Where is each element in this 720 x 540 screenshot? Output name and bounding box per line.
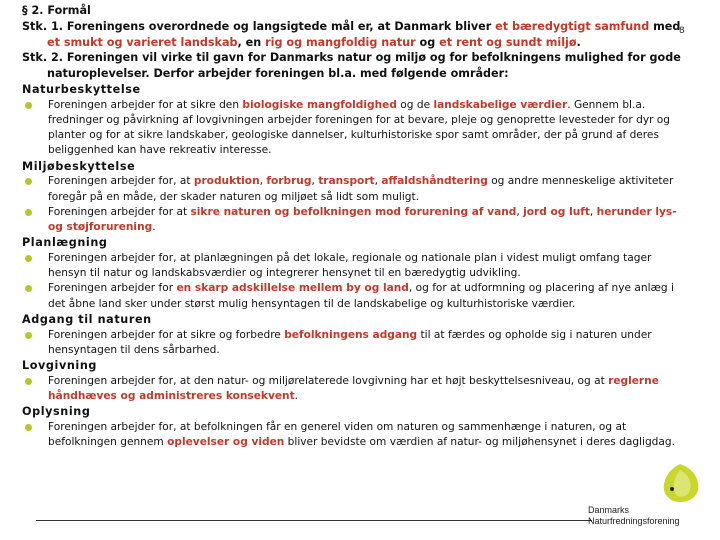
bullet-separator: , (259, 175, 267, 188)
bullet-dot-icon (25, 424, 32, 431)
bullet-text: bliver bevidste om værdien af natur- og miljøhensynet i deres dagligdag. (284, 436, 675, 449)
stk-1-highlight-4: et rent og sundt miljø (439, 35, 577, 49)
document-body (22, 3, 690, 450)
stk-1 (22, 19, 690, 51)
bullet-highlight: herunder lys- og støjforurening (48, 205, 677, 233)
bullet-highlight: reglerne håndhæves og administreres konsekvent (48, 374, 659, 403)
bullet-separator: , (516, 205, 524, 218)
bullet-highlight: sikre naturen og befolkningen mod forurening af vand (190, 205, 517, 218)
bullet-naturbeskyttelse-1 (22, 98, 690, 159)
stk-1-highlight-2: et smukt og varieret landskab (47, 35, 238, 49)
logo-text-line-2: Naturfredningsforening (588, 516, 680, 526)
bullet-highlight: forbrug (266, 175, 312, 188)
stk-1-highlight-3: rig og mangfoldig natur (265, 35, 416, 49)
bullet-text: , og for at udformning og placering af nye anlæg i det åbne land sker under størst mulig hensyntagen til de landskabelige og kulturhistoriske værdier. (48, 282, 674, 310)
bullet-text: Foreningen arbejder for, at (48, 175, 194, 188)
bullet-highlight: jord og luft (523, 205, 590, 218)
bullet-text: . Gennem bl.a. fredninger og påvirkning af lovgivningen arbejder foreningen for at bevare, pleje og genoprette levesteder for dyr og planter og for at sikre landskaber, geologiske dannelser, kulturhistoriske spor samt områder, der på grund af deres beliggenhed kan have rekreativ interesse. (48, 98, 671, 157)
bullet-oplysning-1 (22, 420, 690, 450)
bullet-miljobeskyttelse-2 (22, 205, 690, 235)
bullet-dot-icon (25, 378, 32, 385)
stk-1-text-2: med (649, 19, 681, 33)
heading-miljobeskyttelse: Miljøbeskyttelse (22, 159, 136, 173)
bullet-text: til at færdes og opholde sig i naturen under hensyntagen til dens sårbarhed. (48, 328, 652, 356)
footer-rule (36, 520, 592, 521)
bullet-dot-icon (25, 332, 32, 339)
bullet-text: Foreningen arbejder for, at planlægningen på det lokale, regionale og nationale plan i videst muligt omfang tager hensyn til natur og landskabsværdier og integrerer hensynet til en bæredygtig udvikling. (48, 252, 652, 280)
section-title: § 2. Formål (22, 4, 91, 17)
bullet-text: Foreningen arbejder for, at befolkningen får en generel viden om naturen og sammenhænge i naturen, og at befolkningen gennem (48, 421, 627, 449)
bullet-separator: , (589, 205, 597, 218)
bullet-separator: , (311, 175, 319, 188)
bullet-text: Foreningen arbejder for at (48, 205, 191, 218)
bullet-lovgivning-1 (22, 374, 690, 404)
heading-planlaegning: Planlægning (22, 236, 108, 250)
bullet-adgang-1 (22, 328, 690, 358)
organization-logo (588, 462, 716, 538)
bullet-highlight: biologiske mangfoldighed (242, 98, 397, 111)
bullet-dot-icon (25, 178, 32, 185)
bullet-highlight: affaldshåndtering (381, 175, 488, 188)
bullet-highlight: en skarp adskillelse mellem by og land (176, 282, 409, 295)
bullet-highlight: oplevelser og viden (167, 436, 285, 449)
bullet-text: Foreningen arbejder for (48, 282, 177, 295)
bullet-dot-icon (25, 255, 32, 262)
stk-1-text-5: . (576, 35, 581, 49)
bullet-planlaegning-2 (22, 281, 690, 311)
bullet-dot-icon (25, 209, 32, 216)
bullet-planlaegning-1 (22, 251, 690, 281)
bullet-highlight: befolkningens adgang (284, 328, 418, 341)
stk-2: Stk. 2. Foreningen vil virke til gavn for Danmarks natur og miljø og for befolkningens mulighed for gode naturoplevelser. Derfor arbejder foreningen bl.a. med følgende områder: (22, 51, 681, 81)
bullet-text: Foreningen arbejder for at sikre den (48, 98, 243, 111)
bullet-text: Foreningen arbejder for, at den natur- og miljørelaterede lovgivning har et højt beskyttelsesniveau, og at (48, 374, 609, 387)
bullet-text: . (152, 221, 156, 233)
stk-1-text: Stk. 1. Foreningens overordnede og langsigtede mål er, at Danmark bliver (22, 19, 496, 33)
heading-oplysning: Oplysning (22, 405, 91, 419)
bullet-highlight: landskabelige værdier (433, 98, 568, 111)
bullet-dot-icon (25, 285, 32, 292)
page-number: 8 (679, 26, 685, 36)
stk-1-highlight-1: et bæredygtigt samfund (495, 19, 650, 33)
heading-naturbeskyttelse: Naturbeskyttelse (22, 82, 141, 96)
leaf-logo-icon (658, 462, 702, 504)
bullet-separator: , (374, 175, 382, 188)
bullet-highlight: transport (318, 175, 375, 188)
stk-1-text-4: og (415, 35, 440, 49)
bullet-miljobeskyttelse-1 (22, 174, 690, 204)
stk-1-text-3: , en (237, 35, 266, 49)
bullet-text: . (294, 390, 299, 403)
heading-adgang: Adgang til naturen (22, 312, 152, 326)
logo-text-line-1: Danmarks (588, 505, 630, 515)
bullet-text: og andre menneskelige aktiviteter foregår på en måde, der skader naturen og miljøet så lidt som muligt. (48, 175, 674, 203)
heading-lovgivning: Lovgivning (22, 359, 98, 373)
bullet-highlight: produktion (193, 175, 260, 188)
bullet-dot-icon (25, 102, 32, 109)
bullet-text: og de (396, 98, 434, 111)
bullet-text: Foreningen arbejder for at sikre og forbedre (48, 328, 285, 341)
